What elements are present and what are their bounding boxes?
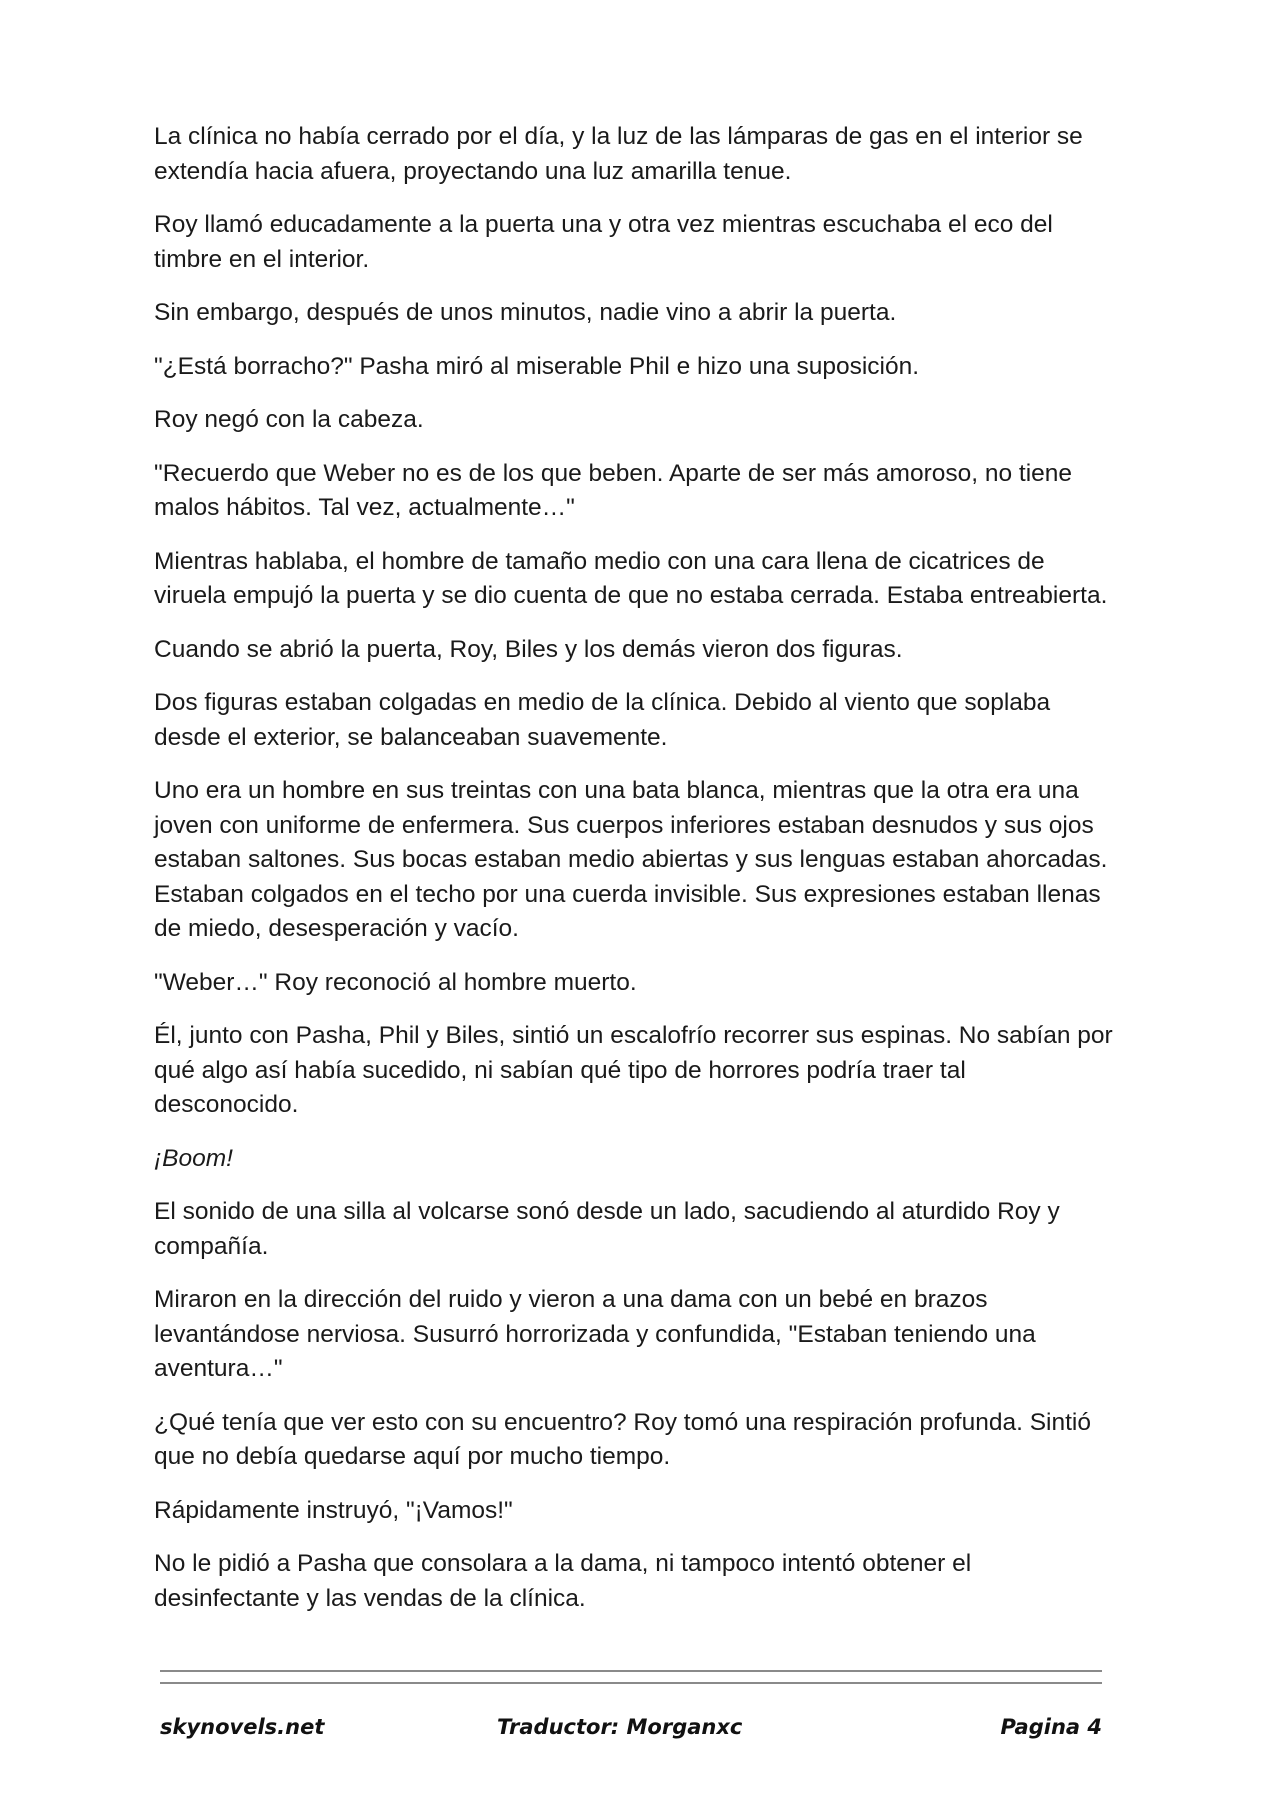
paragraph-16: ¿Qué tenía que ver esto con su encuentro? Roy tomó una respiración profunda. Sintió que no debía quedarse aquí por mucho tiempo. — [154, 1408, 1092, 1470]
paragraph-13: ¡Boom! — [154, 1144, 233, 1172]
footer-divider — [160, 1670, 1102, 1694]
footer-translator: Traductor: Morganxc — [497, 1715, 743, 1739]
paragraph-14: El sonido de una silla al volcarse sonó desde un lado, sacudiendo al aturdido Roy y compañía. — [154, 1198, 1060, 1260]
paragraph-5: Roy negó con la cabeza. — [154, 406, 424, 433]
paragraph-15: Miraron en la dirección del ruido y vieron a una dama con un bebé en brazos levantándose nerviosa. Susurró horrorizada y confundida, "Estaban teniendo una aventura…" — [154, 1286, 1036, 1382]
paragraph-2: Roy llamó educadamente a la puerta una y otra vez mientras escuchaba el eco del timbre en el interior. — [154, 211, 1053, 273]
paragraph-8: Cuando se abrió la puerta, Roy, Biles y los demás vieron dos figuras. — [154, 635, 903, 663]
paragraph-17: Rápidamente instruyó, "¡Vamos!" — [154, 1496, 513, 1524]
paragraph-10: Uno era un hombre en sus treintas con una bata blanca, mientras que la otra era una joven con uniforme de enfermera. Sus cuerpos inferiores estaban desnudos y sus ojos estaban saltones. Sus bocas estaban medio abiertas y sus lenguas estaban ahorcadas. Estaban colgados en el techo por una cuerda invisible. Sus expresiones estaban llenas de miedo, desesperación y vacío. — [154, 777, 1108, 942]
paragraph-7: Mientras hablaba, el hombre de tamaño medio con una cara llena de cicatrices de viruela empujó la puerta y se dio cuenta de que no estaba cerrada. Estaba entreabierta. — [154, 547, 1108, 609]
paragraph-6: "Recuerdo que Weber no es de los que beben. Aparte de ser más amoroso, no tiene malos hábitos. Tal vez, actualmente…" — [154, 459, 1073, 521]
footer-site: skynovels.net — [160, 1715, 325, 1739]
divider-line-bottom — [160, 1682, 1102, 1684]
divider-line-top — [160, 1670, 1102, 1672]
paragraph-9: Dos figuras estaban colgadas en medio de la clínica. Debido al viento que soplaba desde el exterior, se balanceaban suavemente. — [154, 689, 1051, 751]
paragraph-3: Sin embargo, después de unos minutos, nadie vino a abrir la puerta. — [154, 299, 897, 326]
document-body — [154, 120, 1114, 1635]
page-footer — [160, 1715, 1102, 1749]
paragraph-18: No le pidió a Pasha que consolara a la dama, ni tampoco intentó obtener el desinfectante y las vendas de la clínica. — [154, 1550, 972, 1612]
paragraph-4: "¿Está borracho?" Pasha miró al miserable Phil e hizo una suposición. — [154, 352, 920, 380]
footer-page-number: Pagina 4 — [1000, 1715, 1102, 1739]
paragraph-1: La clínica no había cerrado por el día, y la luz de las lámparas de gas en el interior se extendía hacia afuera, proyectando una luz amarilla tenue. — [154, 123, 1083, 185]
paragraph-11: "Weber…" Roy reconoció al hombre muerto. — [154, 968, 637, 996]
paragraph-12: Él, junto con Pasha, Phil y Biles, sintió un escalofrío recorrer sus espinas. No sabían por qué algo así había sucedido, ni sabían qué tipo de horrores podría traer tal desconocido. — [154, 1022, 1113, 1118]
